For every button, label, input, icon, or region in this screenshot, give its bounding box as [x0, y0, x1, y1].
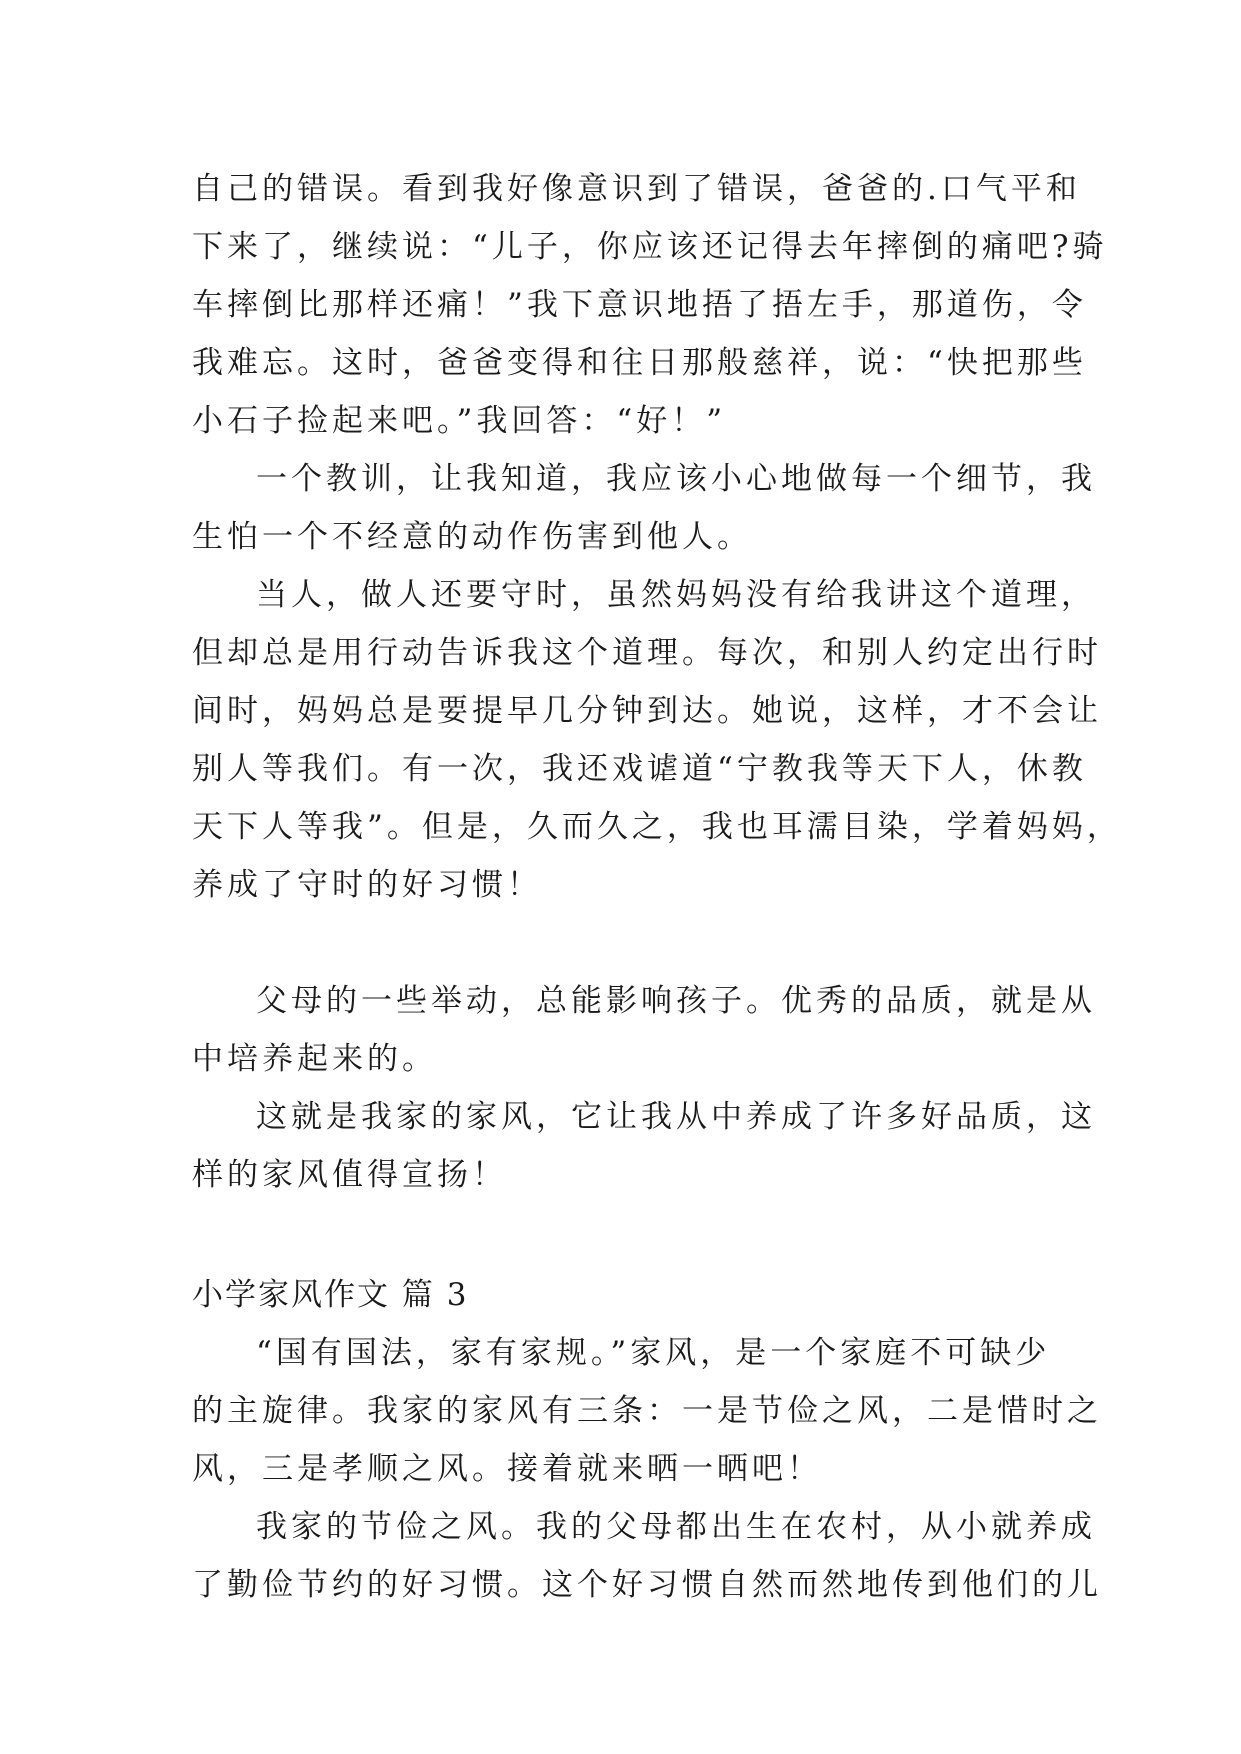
text-line: 养成了守时的好习惯！ — [192, 867, 542, 903]
paragraph — [192, 566, 1122, 972]
document-body — [192, 160, 1122, 1614]
text-line: 间时，妈妈总是要提早几分钟到达。她说，这样，才不会让 — [192, 693, 1102, 729]
text-line: 这就是我家的家风，它让我从中养成了许多好品质，这 — [256, 1099, 1096, 1135]
text-line: 下来了，继续说：“儿子，你应该还记得去年摔倒的痛吧?骑 — [192, 229, 1108, 265]
paragraph — [192, 1088, 1096, 1204]
text-line: 中培养起来的。 — [192, 1041, 437, 1077]
paragraph — [192, 972, 1096, 1088]
text-line: 我家的节俭之风。我的父母都出生在农村，从小就养成 — [256, 1509, 1096, 1545]
text-line: 样的家风值得宣扬！ — [192, 1157, 507, 1193]
text-line: 当人，做人还要守时，虽然妈妈没有给我讲这个道理， — [256, 577, 1096, 613]
text-line: 自己的错误。看到我好像意识到了错误，爸爸的.口气平和 — [192, 171, 1081, 207]
text-line: 父母的一些举动，总能影响孩子。优秀的品质，就是从 — [256, 983, 1096, 1019]
paragraph — [192, 1324, 1102, 1498]
text-line: 的主旋律。我家的家风有三条：一是节俭之风，二是惜时之 — [192, 1393, 1102, 1429]
text-line — [192, 914, 1052, 972]
text-line: 我难忘。这时，爸爸变得和往日那般慈祥，说：“快把那些 — [192, 345, 1087, 381]
text-line: 车摔倒比那样还痛！”我下意识地捂了捂左手，那道伤，令 — [192, 287, 1087, 323]
text-line: 风，三是孝顺之风。接着就来晒一晒吧！ — [192, 1451, 822, 1487]
paragraph — [192, 1498, 1102, 1614]
text-line: 但却总是用行动告诉我这个道理。每次，和别人约定出行时 — [192, 635, 1102, 671]
section-heading: 小学家风作文 篇 3 — [192, 1277, 469, 1313]
text-line: 小石子捡起来吧。”我回答：“好！” — [192, 403, 727, 439]
text-line: 天下人等我”。但是，久而久之，我也耳濡目染，学着妈妈， — [192, 809, 1122, 845]
text-line: 一个教训，让我知道，我应该小心地做每一个细节，我 — [256, 461, 1096, 497]
paragraph — [192, 450, 1096, 566]
text-line: “国有国法，家有家规。”家风，是一个家庭不可缺少 — [256, 1335, 1051, 1371]
text-line: 生怕一个不经意的动作伤害到他人。 — [192, 519, 752, 555]
paragraph — [192, 160, 1108, 450]
text-line: 别人等我们。有一次，我还戏谑道“宁教我等天下人，休教 — [192, 751, 1087, 787]
text-line: 了勤俭节约的好习惯。这个好习惯自然而然地传到他们的儿 — [192, 1567, 1102, 1603]
